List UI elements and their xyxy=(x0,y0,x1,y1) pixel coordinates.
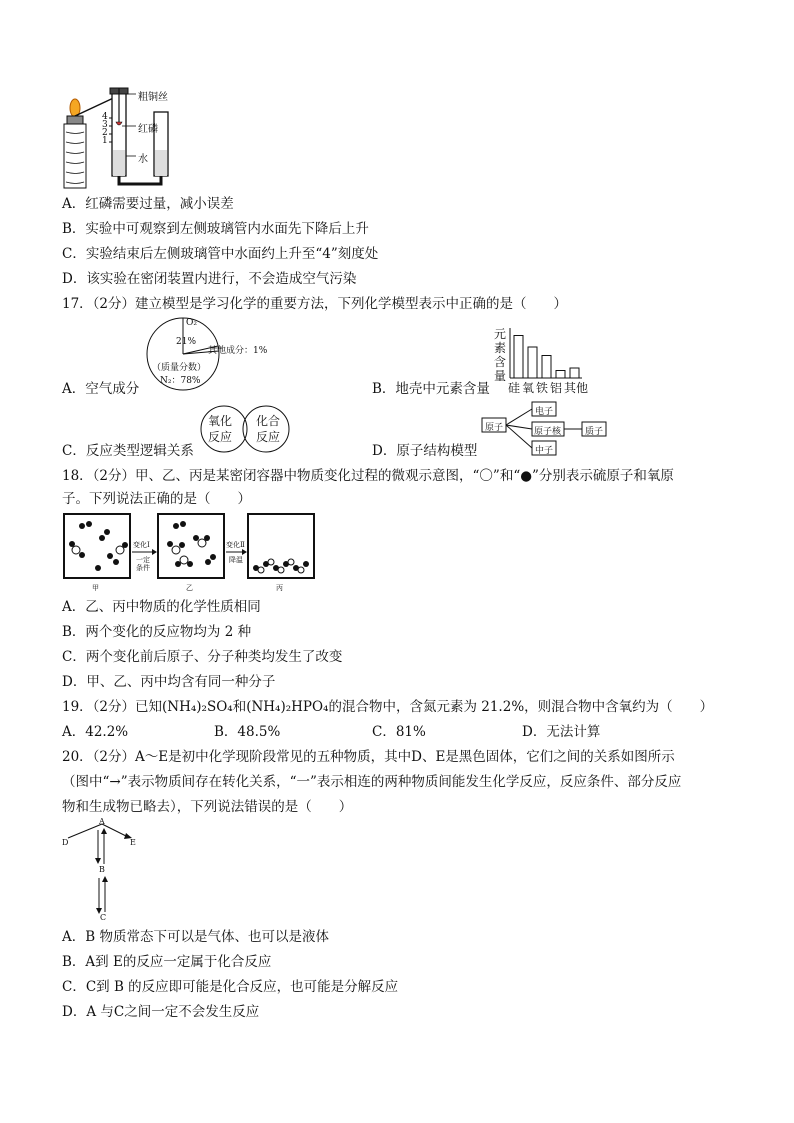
q18-stem-line1: 18．（2分）甲、乙、丙是某密闭容器中物质变化过程的微观示意图，“〇”和“●”分别表示硫原子和氧原 xyxy=(62,468,674,484)
change2-label-line2: 降温 xyxy=(229,556,243,564)
q19-stem: 19．（2分）已知(NH₄)₂SO₄和(NH₄)₂HPO₄的混合物中，含氮元素为 21.2%，则混合物中含氧约为（ ） xyxy=(62,699,714,715)
label-water: 水 xyxy=(138,154,148,165)
q19-option-b: B．48.5% xyxy=(214,724,281,740)
pie-n2-label: N₂：78% xyxy=(160,376,201,386)
q16-option-c: C．实验结束后左侧玻璃管中水面约上升至“4”刻度处 xyxy=(62,246,379,262)
label-copper-wire: 粗铜丝 xyxy=(138,92,168,103)
q16-apparatus-figure xyxy=(60,86,200,192)
box-label-jia: 甲 xyxy=(92,584,99,592)
box-label-bing: 丙 xyxy=(276,584,283,592)
q18-option-b: B．两个变化的反应物均为 2 种 xyxy=(62,624,252,640)
atom-label: 原子 xyxy=(485,423,504,433)
electron-label: 电子 xyxy=(535,407,554,417)
bar-4 xyxy=(570,368,579,378)
pie-other-label: 其他成分：1% xyxy=(208,346,268,356)
bar-category-labels xyxy=(508,379,588,393)
venn-left-line1: 氧化 xyxy=(208,414,233,428)
venn-left-line2: 反应 xyxy=(208,430,233,444)
q20-option-b: B．A到 E的反应一定属于化合反应 xyxy=(62,954,272,970)
node-d: D xyxy=(62,838,69,847)
q20-relation-diagram xyxy=(62,818,152,922)
box-label-yi: 乙 xyxy=(186,584,193,592)
change1-label-line1: 变化Ⅰ xyxy=(133,541,150,549)
q18-option-a: A．乙、丙中物质的化学性质相同 xyxy=(62,599,261,615)
q19-option-c: C．81% xyxy=(372,724,426,740)
bar-3 xyxy=(556,371,565,379)
q17-option-a: A．空气成分 xyxy=(62,381,140,397)
scale-mark-4: 4 xyxy=(102,112,108,122)
bar-category-label: 铁 xyxy=(536,381,549,395)
q20-stem-line3: 物和生成物已略去），下列说法错误的是（ ） xyxy=(62,799,353,815)
q17-crust-bar-chart xyxy=(510,328,582,378)
q18-stem-line2: 子。下列说法正确的是（ ） xyxy=(62,491,251,507)
q16-option-b: B．实验中可观察到左侧玻璃管内水面先下降后上升 xyxy=(62,221,369,237)
neutron-label: 中子 xyxy=(535,446,554,456)
node-e: E xyxy=(130,838,136,847)
bar-category-label: 其他 xyxy=(564,381,589,395)
node-c: C xyxy=(100,913,107,922)
proton-label: 质子 xyxy=(585,427,604,437)
q18-option-c: C．两个变化前后原子、分子种类均发生了改变 xyxy=(62,649,343,665)
change1-label-line3: 条件 xyxy=(136,564,150,572)
q18-option-d: D．甲、乙、丙中均含有同一种分子 xyxy=(62,674,276,690)
q20-option-c: C．C到 B 的反应即可能是化合反应，也可能是分解反应 xyxy=(62,979,399,995)
pie-o2-label: O₂ xyxy=(186,318,197,328)
nucleus-label: 原子核 xyxy=(534,427,562,437)
node-b: B xyxy=(99,865,105,874)
scale-mark-2: 2 xyxy=(102,128,108,138)
bar-1 xyxy=(528,347,537,378)
change2-label-line1: 变化Ⅱ xyxy=(226,541,245,549)
q20-option-d: D．A 与C之间一定不会发生反应 xyxy=(62,1004,260,1020)
node-a: A xyxy=(99,817,105,826)
q17-option-c: C．反应类型逻辑关系 xyxy=(62,443,194,459)
q17-stem: 17．（2分）建立模型是学习化学的重要方法，下列化学模型表示中正确的是（ ） xyxy=(62,296,568,312)
q20-stem-line1: 20．（2分）A～E是初中化学现阶段常见的五种物质，其中D、E是黑色固体，它们之间的关系如图所示 xyxy=(62,749,675,765)
q17-option-b: B．地壳中元素含量 xyxy=(372,381,490,397)
q20-option-a: A．B 物质常态下可以是气体、也可以是液体 xyxy=(62,929,329,945)
q16-option-a: A．红磷需要过量，减小误差 xyxy=(62,196,234,212)
bar-category-label: 铝 xyxy=(550,381,563,395)
bar-0 xyxy=(514,336,523,379)
pie-o2-percent: 21% xyxy=(176,337,197,347)
q18-micro-diagram xyxy=(62,512,324,582)
pie-mass-fraction-label: （质量分数） xyxy=(152,363,207,373)
change1-label-line2: 一定 xyxy=(136,556,150,564)
q19-option-d: D．无法计算 xyxy=(522,724,601,740)
scale-mark-1: 1 xyxy=(102,136,108,146)
q19-option-a: A．42.2% xyxy=(62,724,129,740)
q16-option-d: D．该实验在密闭装置内进行，不会造成空气污染 xyxy=(62,271,357,287)
bar-2 xyxy=(542,356,551,379)
venn-right-line1: 化合 xyxy=(256,414,281,428)
q17-option-d: D．原子结构模型 xyxy=(372,443,478,459)
bar-category-label: 硅 xyxy=(508,381,521,395)
scale-mark-3: 3 xyxy=(102,120,108,130)
q20-stem-line2: （图中“→”表示物质间存在转化关系，“一”表示相连的两种物质间能发生化学反应，反应条件、部分反应 xyxy=(62,774,682,790)
bar-category-label: 氧 xyxy=(522,381,535,395)
label-red-phosphorus: 红磷 xyxy=(138,124,158,135)
venn-right-line2: 反应 xyxy=(256,430,281,444)
bar-ylabel: 元素含量 xyxy=(494,327,507,383)
